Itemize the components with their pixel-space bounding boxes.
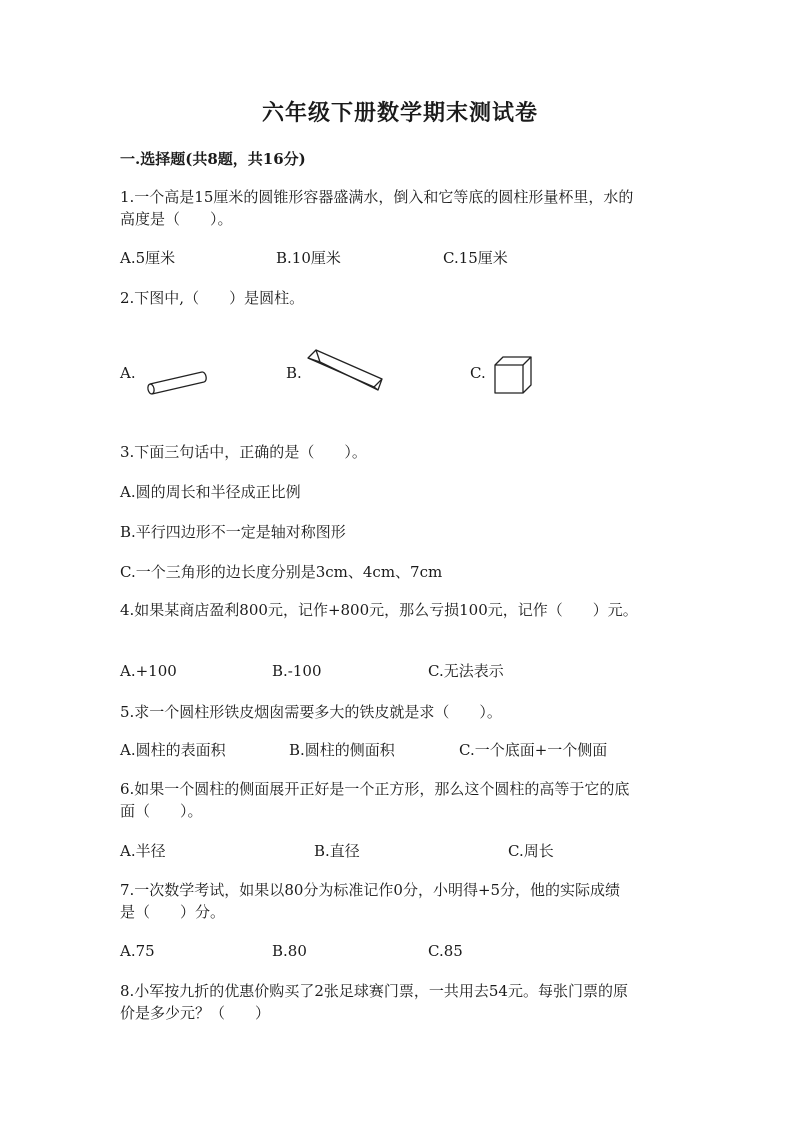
option-a[interactable]: A.圆柱的表面积: [120, 741, 226, 759]
question-text-line: 面（ ）。: [120, 802, 203, 820]
option-b[interactable]: B.圆柱的侧面积: [289, 741, 395, 759]
question-1: [120, 186, 680, 230]
question-text-line: 1.一个高是15厘米的圆锥形容器盛满水，倒入和它等底的圆柱形量杯里，水的: [120, 188, 634, 206]
question-text-line: 2.下图中,（ ）是圆柱。: [120, 289, 305, 307]
cylinder-rod-icon: [142, 368, 212, 398]
question-text-line: 7.一次数学考试，如果以80分为标准记作0分，小明得+5分，他的实际成绩: [120, 881, 621, 899]
question-text-line: 价是多少元？（ ）: [120, 1004, 271, 1022]
question-text-line: 8.小军按九折的优惠价购买了2张足球赛门票，一共用去54元。每张门票的原: [120, 982, 628, 1000]
triangular-prism-icon: [304, 346, 386, 396]
page-title: 六年级下册数学期末测试卷: [261, 100, 538, 126]
option-a[interactable]: A.: [120, 364, 136, 382]
option-a[interactable]: A.圆的周长和半径成正比例: [120, 483, 301, 501]
option-a[interactable]: A.半径: [120, 842, 166, 860]
question-text-line: 3.下面三句话中，正确的是（ ）。: [120, 443, 367, 461]
option-c[interactable]: C.15厘米: [443, 249, 508, 267]
question-5: [120, 701, 680, 723]
option-a[interactable]: A.+100: [120, 662, 177, 680]
option-c[interactable]: C.一个底面+一个侧面: [459, 741, 608, 759]
option-b[interactable]: B.10厘米: [276, 249, 341, 267]
question-7: [120, 879, 680, 923]
option-c[interactable]: C.85: [428, 942, 463, 960]
option-c[interactable]: C.无法表示: [428, 662, 504, 680]
question-6: [120, 778, 680, 822]
option-b[interactable]: B.80: [272, 942, 307, 960]
option-a[interactable]: A.75: [120, 942, 155, 960]
question-8: [120, 980, 680, 1024]
option-b[interactable]: B.-100: [272, 662, 322, 680]
question-text-line: 高度是（ ）。: [120, 210, 233, 228]
option-c[interactable]: C.一个三角形的边长度分别是3cm、4cm、7cm: [120, 563, 443, 581]
option-b[interactable]: B.: [286, 364, 302, 382]
question-2: [120, 287, 680, 309]
question-text-line: 5.求一个圆柱形铁皮烟囱需要多大的铁皮就是求（ ）。: [120, 703, 502, 721]
option-a[interactable]: A.5厘米: [120, 249, 176, 267]
section-heading: 一.选择题(共8题，共16分): [120, 150, 306, 168]
option-c[interactable]: C.: [470, 364, 486, 382]
question-4: [120, 599, 680, 621]
option-b[interactable]: B.平行四边形不一定是轴对称图形: [120, 523, 346, 541]
question-3: [120, 441, 680, 463]
question-text-line: 4.如果某商店盈利800元，记作+800元，那么亏损100元，记作（ ）元。: [120, 601, 638, 619]
option-c[interactable]: C.周长: [508, 842, 554, 860]
question-text-line: 6.如果一个圆柱的侧面展开正好是一个正方形，那么这个圆柱的高等于它的底: [120, 780, 630, 798]
cube-icon: [492, 354, 534, 396]
question-text-line: 是（ ）分。: [120, 903, 226, 921]
option-b[interactable]: B.直径: [314, 842, 360, 860]
